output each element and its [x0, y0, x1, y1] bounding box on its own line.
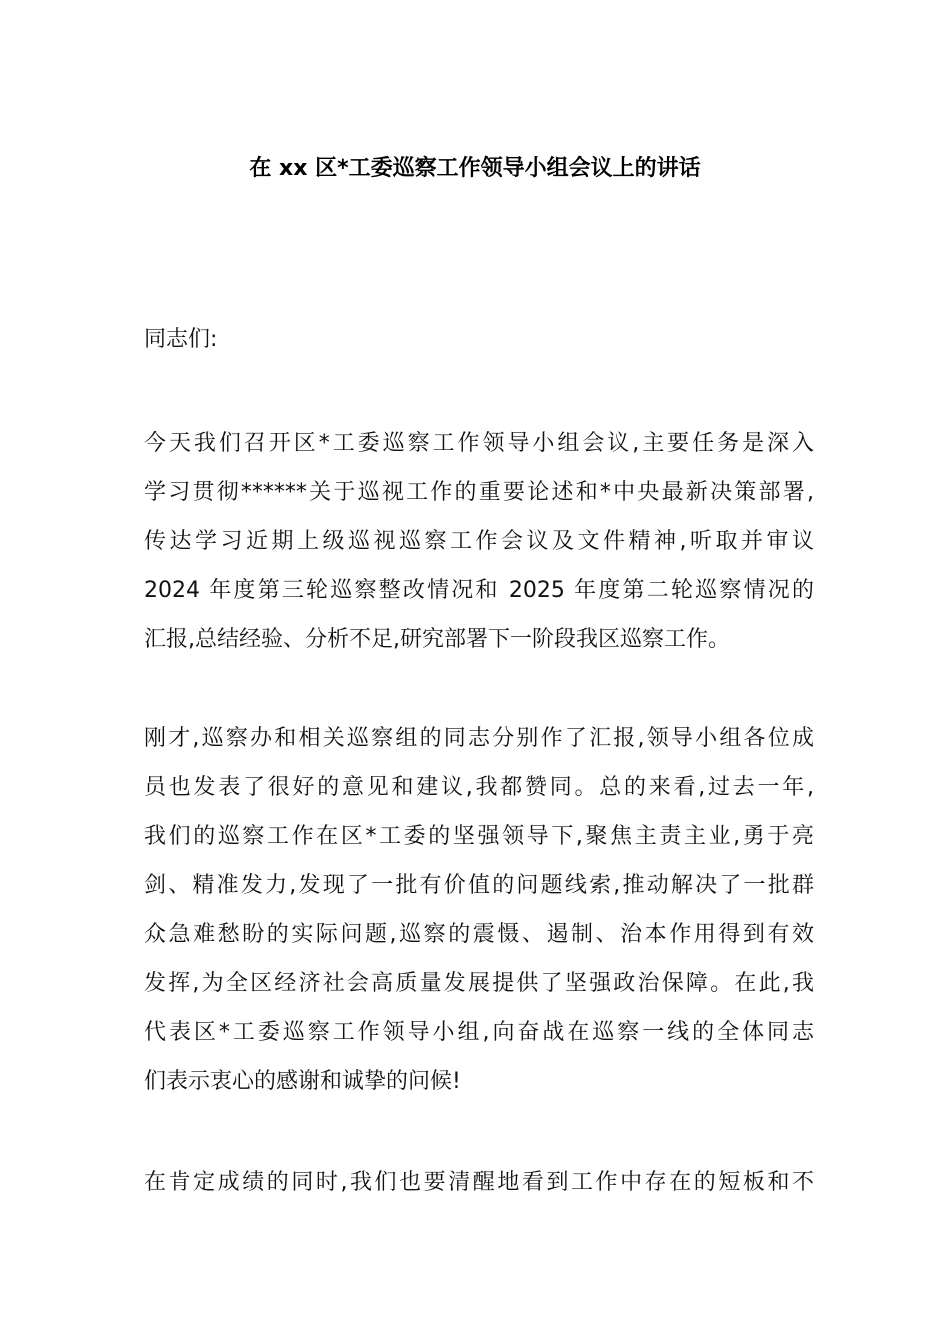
paragraph-line: 2024 年度第三轮巡察整改情况和 2025 年度第二轮巡察情况的: [144, 578, 814, 603]
paragraph-line: 在肯定成绩的同时,我们也要清醒地看到工作中存在的短板和不: [144, 1170, 814, 1195]
paragraph-2: [144, 714, 814, 1106]
paragraph-line: 众急难愁盼的实际问题,巡察的震慑、遏制、治本作用得到有效: [144, 922, 814, 947]
document-title: 在 xx 区*工委巡察工作领导小组会议上的讲话: [249, 156, 701, 181]
paragraph-1: [144, 419, 814, 664]
paragraph-line: 们表示衷心的感谢和诚挚的问候!: [144, 1069, 461, 1094]
paragraph-line: 发挥,为全区经济社会高质量发展提供了坚强政治保障。在此,我: [144, 971, 814, 996]
paragraph-line: 今天我们召开区*工委巡察工作领导小组会议,主要任务是深入: [144, 431, 814, 456]
paragraph-line: 代表区*工委巡察工作领导小组,向奋战在巡察一线的全体同志: [144, 1020, 814, 1045]
paragraph-line: 传达学习近期上级巡视巡察工作会议及文件精神,听取并审议: [144, 529, 814, 554]
paragraph-line: 剑、精准发力,发现了一批有价值的问题线索,推动解决了一批群: [144, 873, 814, 898]
paragraph-line: 汇报,总结经验、分析不足,研究部署下一阶段我区巡察工作。: [144, 627, 730, 652]
paragraph-line: 员也发表了很好的意见和建议,我都赞同。总的来看,过去一年,: [144, 775, 814, 800]
paragraph-line: 我们的巡察工作在区*工委的坚强领导下,聚焦主责主业,勇于亮: [144, 824, 814, 849]
paragraph-line: 刚才,巡察办和相关巡察组的同志分别作了汇报,领导小组各位成: [144, 726, 814, 751]
salutation: 同志们:: [144, 327, 218, 352]
paragraph-line: 学习贯彻******关于巡视工作的重要论述和*中央最新决策部署,: [144, 480, 814, 505]
paragraph-3: [144, 1158, 814, 1207]
